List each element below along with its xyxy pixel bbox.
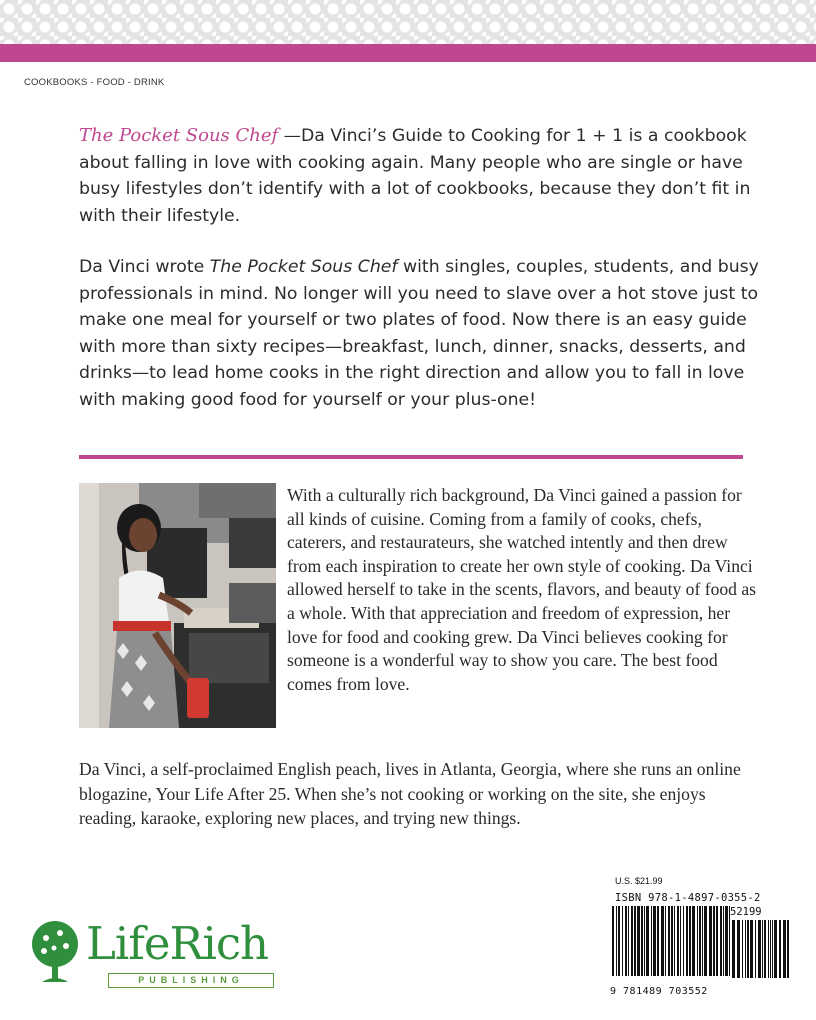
decorative-pattern-band bbox=[0, 0, 816, 44]
blurb-paragraph-1 bbox=[79, 123, 759, 229]
accent-band bbox=[0, 44, 816, 62]
price-barcode bbox=[732, 920, 792, 978]
price-label: U.S. $21.99 bbox=[615, 876, 663, 886]
book-title-script: The Pocket Sous Chef bbox=[79, 125, 279, 146]
blurb-paragraph-2-start: Da Vinci wrote bbox=[79, 257, 210, 277]
book-title-italic: The Pocket Sous Chef bbox=[209, 257, 398, 277]
isbn-barcode bbox=[612, 906, 730, 976]
publisher-subtitle: PUBLISHING bbox=[108, 973, 274, 988]
author-bio-paragraph-2: Da Vinci, a self-proclaimed English peach, lives in Atlanta, Georgia, where she runs an online blogazine, Your Life After 25. When she’s not cooking or working on the site, she enjoys reading, karaoke, exploring new places, and trying new things. bbox=[79, 759, 741, 828]
author-photo bbox=[79, 483, 276, 728]
section-divider bbox=[79, 455, 743, 459]
publisher-name: LifeRich bbox=[86, 917, 269, 970]
author-photo-illustration bbox=[79, 483, 276, 728]
blurb-paragraph-1-text: —Da Vinci’s Guide to Cooking for 1 + 1 is a cookbook about falling in love with cooking again. Many people who are single or have busy lifestyles don’t identify with a lot of cookbooks, because they don’t fit in with their lifestyle. bbox=[79, 126, 751, 226]
blurb-paragraph-2-text: with singles, couples, students, and busy professionals in mind. No longer will you need to slave over a hot stove just to make one meal for yourself or two plates of food. Now there is an easy guide with more than sixty recipes—breakfast, lunch, dinner, snacks, desserts, and drinks—to lead home cooks in the right direction and allow you to fall in love with making good food for yourself or your plus-one! bbox=[79, 257, 759, 410]
publisher-logo bbox=[24, 918, 284, 990]
blurb-paragraph-2 bbox=[79, 254, 759, 414]
barcode-digits: 9 781489 703552 bbox=[610, 986, 708, 997]
barcode-block bbox=[606, 876, 796, 1006]
author-bio-paragraph-1: With a culturally rich background, Da Vinci gained a passion for all kinds of cuisine. Coming from a family of cooks, chefs, caterers, and restaurateurs, she watched intently and then drew from each inspiration to create her own style of cooking. Da Vinci allowed herself to take in the scents, flavors, and beauty of food as a whole. With that appreciation and freedom of expression, her love for food and cooking grew. Da Vinci believes cooking for someone is a wonderful way to show you care. The best food comes from love. bbox=[287, 485, 757, 694]
tree-icon bbox=[24, 918, 86, 990]
price-code: 52199 bbox=[730, 906, 762, 918]
isbn-label: ISBN 978-1-4897-0355-2 bbox=[615, 892, 761, 904]
category-label: COOKBOOKS - FOOD - DRINK bbox=[24, 77, 165, 88]
